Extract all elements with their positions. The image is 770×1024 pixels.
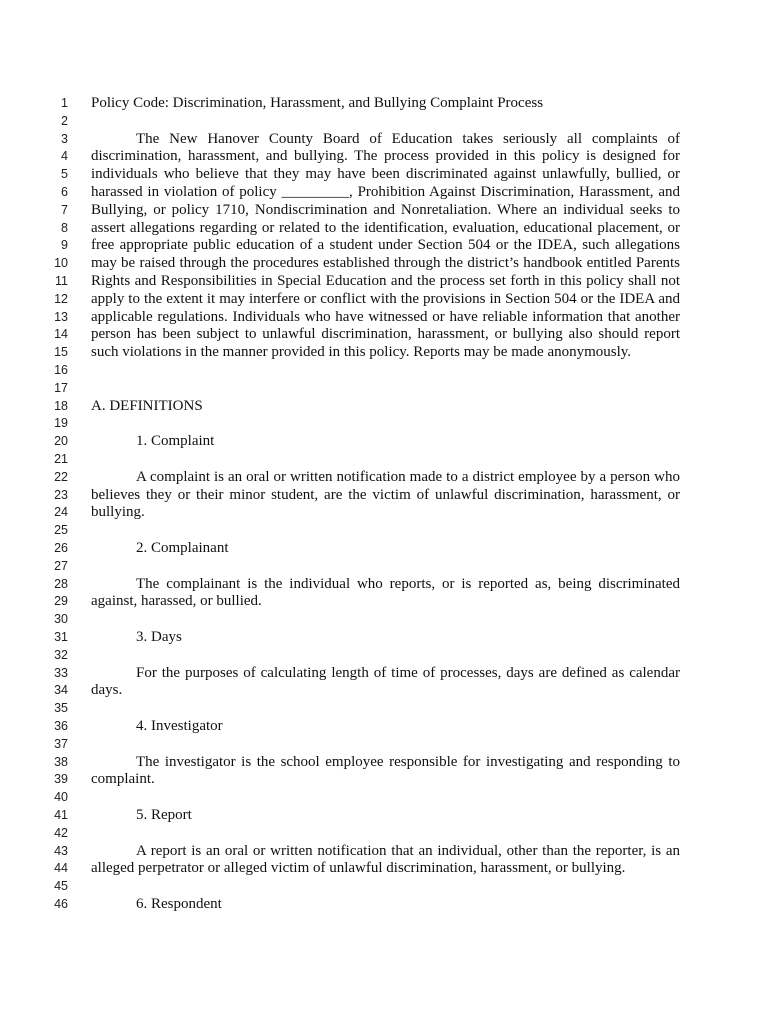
document-line — [0, 290, 770, 308]
line-text: individuals who believe that they may have been discriminated against unlawfully, bullied, or — [91, 166, 680, 183]
document-line — [0, 468, 770, 486]
line-number: 29 — [54, 594, 68, 609]
line-number: 33 — [54, 665, 68, 680]
line-text: harassed in violation of policy _________, Prohibition Against Discrimination, Harassment, and — [91, 184, 680, 200]
line-number: 14 — [54, 327, 68, 342]
document-line — [0, 539, 770, 557]
line-number: 46 — [54, 897, 68, 911]
line-number: 20 — [54, 434, 68, 449]
document-line — [0, 610, 770, 628]
document-line — [0, 397, 770, 415]
document-line — [0, 343, 770, 361]
line-text: applicable regulations. Individuals who have witnessed or have reliable information that another — [91, 308, 680, 325]
document-line — [0, 183, 770, 201]
document-line — [0, 201, 770, 219]
line-number: 26 — [54, 541, 68, 555]
document-line — [0, 842, 770, 860]
line-text: The investigator is the school employee responsible for investigating and responding to — [136, 753, 680, 770]
document-line — [0, 664, 770, 682]
line-number: 41 — [54, 808, 68, 822]
line-text: The New Hanover County Board of Education takes seriously all complaints of — [136, 130, 680, 147]
line-number: 28 — [54, 576, 68, 591]
line-number: 1 — [61, 96, 68, 110]
document-line — [0, 788, 770, 806]
line-number: 13 — [54, 309, 68, 324]
line-number: 34 — [54, 683, 68, 698]
document-line — [0, 735, 770, 753]
line-text: free appropriate public education of a student under Section 504 or the IDEA, such allegations — [91, 237, 680, 254]
line-text: 5. Report — [136, 807, 192, 823]
document-line — [0, 628, 770, 646]
line-number: 5 — [61, 167, 68, 182]
line-number: 40 — [54, 790, 68, 805]
line-text: For the purposes of calculating length of time of processes, days are defined as calendar — [136, 664, 680, 681]
line-number: 12 — [54, 291, 68, 306]
line-text: A report is an oral or written notification that an individual, other than the reporter, is an — [136, 842, 680, 859]
line-text: The complainant is the individual who reports, or is reported as, being discriminated — [136, 575, 680, 592]
document-line — [0, 575, 770, 593]
line-text: alleged perpetrator or alleged victim of unlawful discrimination, harassment, or bullying. — [91, 860, 626, 877]
document-line — [0, 94, 770, 112]
line-text: bullying. — [91, 504, 145, 521]
line-number: 37 — [54, 736, 68, 751]
line-number: 11 — [55, 274, 68, 288]
document-line — [0, 432, 770, 450]
document-line — [0, 681, 770, 699]
line-number: 23 — [54, 487, 68, 502]
line-number: 15 — [54, 345, 68, 360]
line-number: 36 — [54, 719, 68, 733]
document-line — [0, 770, 770, 788]
document-line — [0, 824, 770, 842]
document-line — [0, 308, 770, 326]
line-text: A complaint is an oral or written notification made to a district employee by a person who — [136, 468, 680, 485]
line-number: 10 — [54, 256, 68, 271]
line-text: apply to the extent it may interfere or conflict with the provisions in Section 504 or the IDEA and — [91, 290, 680, 307]
line-number: 31 — [54, 630, 68, 644]
line-number: 7 — [61, 202, 68, 217]
document-line — [0, 236, 770, 254]
document-line — [0, 379, 770, 397]
line-text: may be raised through the procedures established through the district’s handbook entitled Parents — [91, 255, 680, 272]
line-text: against, harassed, or bullied. — [91, 593, 262, 610]
line-text: Bullying, or policy 1710, Nondiscrimination and Nonretaliation. Where an individual seeks to — [91, 201, 680, 218]
line-text: complaint. — [91, 771, 155, 788]
line-text: 4. Investigator — [136, 718, 223, 734]
line-text: 3. Days — [136, 629, 182, 645]
document-line — [0, 219, 770, 237]
line-text: discrimination, harassment, and bullying. The process provided in this policy is designed for — [91, 148, 680, 165]
document-line — [0, 521, 770, 539]
line-number: 25 — [54, 523, 68, 538]
line-number: 22 — [54, 469, 68, 484]
document-line — [0, 895, 770, 913]
document-line — [0, 806, 770, 824]
document-line — [0, 592, 770, 610]
line-number: 17 — [54, 380, 68, 395]
document-line — [0, 130, 770, 148]
line-number: 24 — [54, 505, 68, 520]
line-text: 2. Complainant — [136, 540, 229, 556]
document-line — [0, 699, 770, 717]
document-line — [0, 877, 770, 895]
line-number: 3 — [61, 131, 68, 146]
line-text: assert allegations regarding or related to the identification, evaluation, educational placement, or — [91, 219, 680, 236]
line-number: 4 — [61, 149, 68, 164]
document-line — [0, 325, 770, 343]
line-text: days. — [91, 682, 123, 699]
document-line — [0, 272, 770, 290]
line-number: 35 — [54, 701, 68, 716]
document-line — [0, 753, 770, 771]
document-line — [0, 859, 770, 877]
line-number: 8 — [61, 220, 68, 235]
line-number: 6 — [61, 185, 68, 199]
line-number: 27 — [54, 558, 68, 573]
line-number: 9 — [61, 238, 68, 253]
document-line — [0, 557, 770, 575]
line-text: 6. Respondent — [136, 896, 222, 912]
line-number: 44 — [54, 861, 68, 876]
document-line — [0, 503, 770, 521]
line-text: 1. Complaint — [136, 433, 215, 450]
line-number: 43 — [54, 843, 68, 858]
line-number: 30 — [54, 612, 68, 627]
document-line — [0, 254, 770, 272]
line-text: Policy Code: Discrimination, Harassment, and Bullying Complaint Process — [91, 95, 544, 111]
document-line — [0, 112, 770, 130]
line-number: 32 — [54, 647, 68, 662]
document-line — [0, 147, 770, 165]
line-number: 45 — [54, 879, 68, 894]
line-number: 42 — [54, 825, 68, 840]
line-number: 19 — [54, 416, 68, 431]
document-line — [0, 450, 770, 468]
line-number: 16 — [54, 363, 68, 377]
line-number: 38 — [54, 754, 68, 769]
document-line — [0, 486, 770, 504]
line-number: 21 — [54, 452, 68, 466]
line-number: 39 — [54, 772, 68, 787]
line-text: such violations in the manner provided in this policy. Reports may be made anonymously. — [91, 344, 632, 361]
document-line — [0, 165, 770, 183]
line-number: 2 — [61, 113, 68, 128]
line-text: A. DEFINITIONS — [91, 397, 203, 414]
document-line — [0, 717, 770, 735]
document-line — [0, 414, 770, 432]
line-text: Rights and Responsibilities in Special Education and the process set forth in this policy shall not — [91, 273, 680, 289]
line-text: person has been subject to unlawful discrimination, harassment, or bullying also should report — [91, 326, 680, 343]
document-line — [0, 646, 770, 664]
line-number: 18 — [54, 398, 68, 413]
line-text: believes they or their minor student, are the victim of unlawful discrimination, harassment, or — [91, 486, 680, 503]
document-line — [0, 361, 770, 379]
